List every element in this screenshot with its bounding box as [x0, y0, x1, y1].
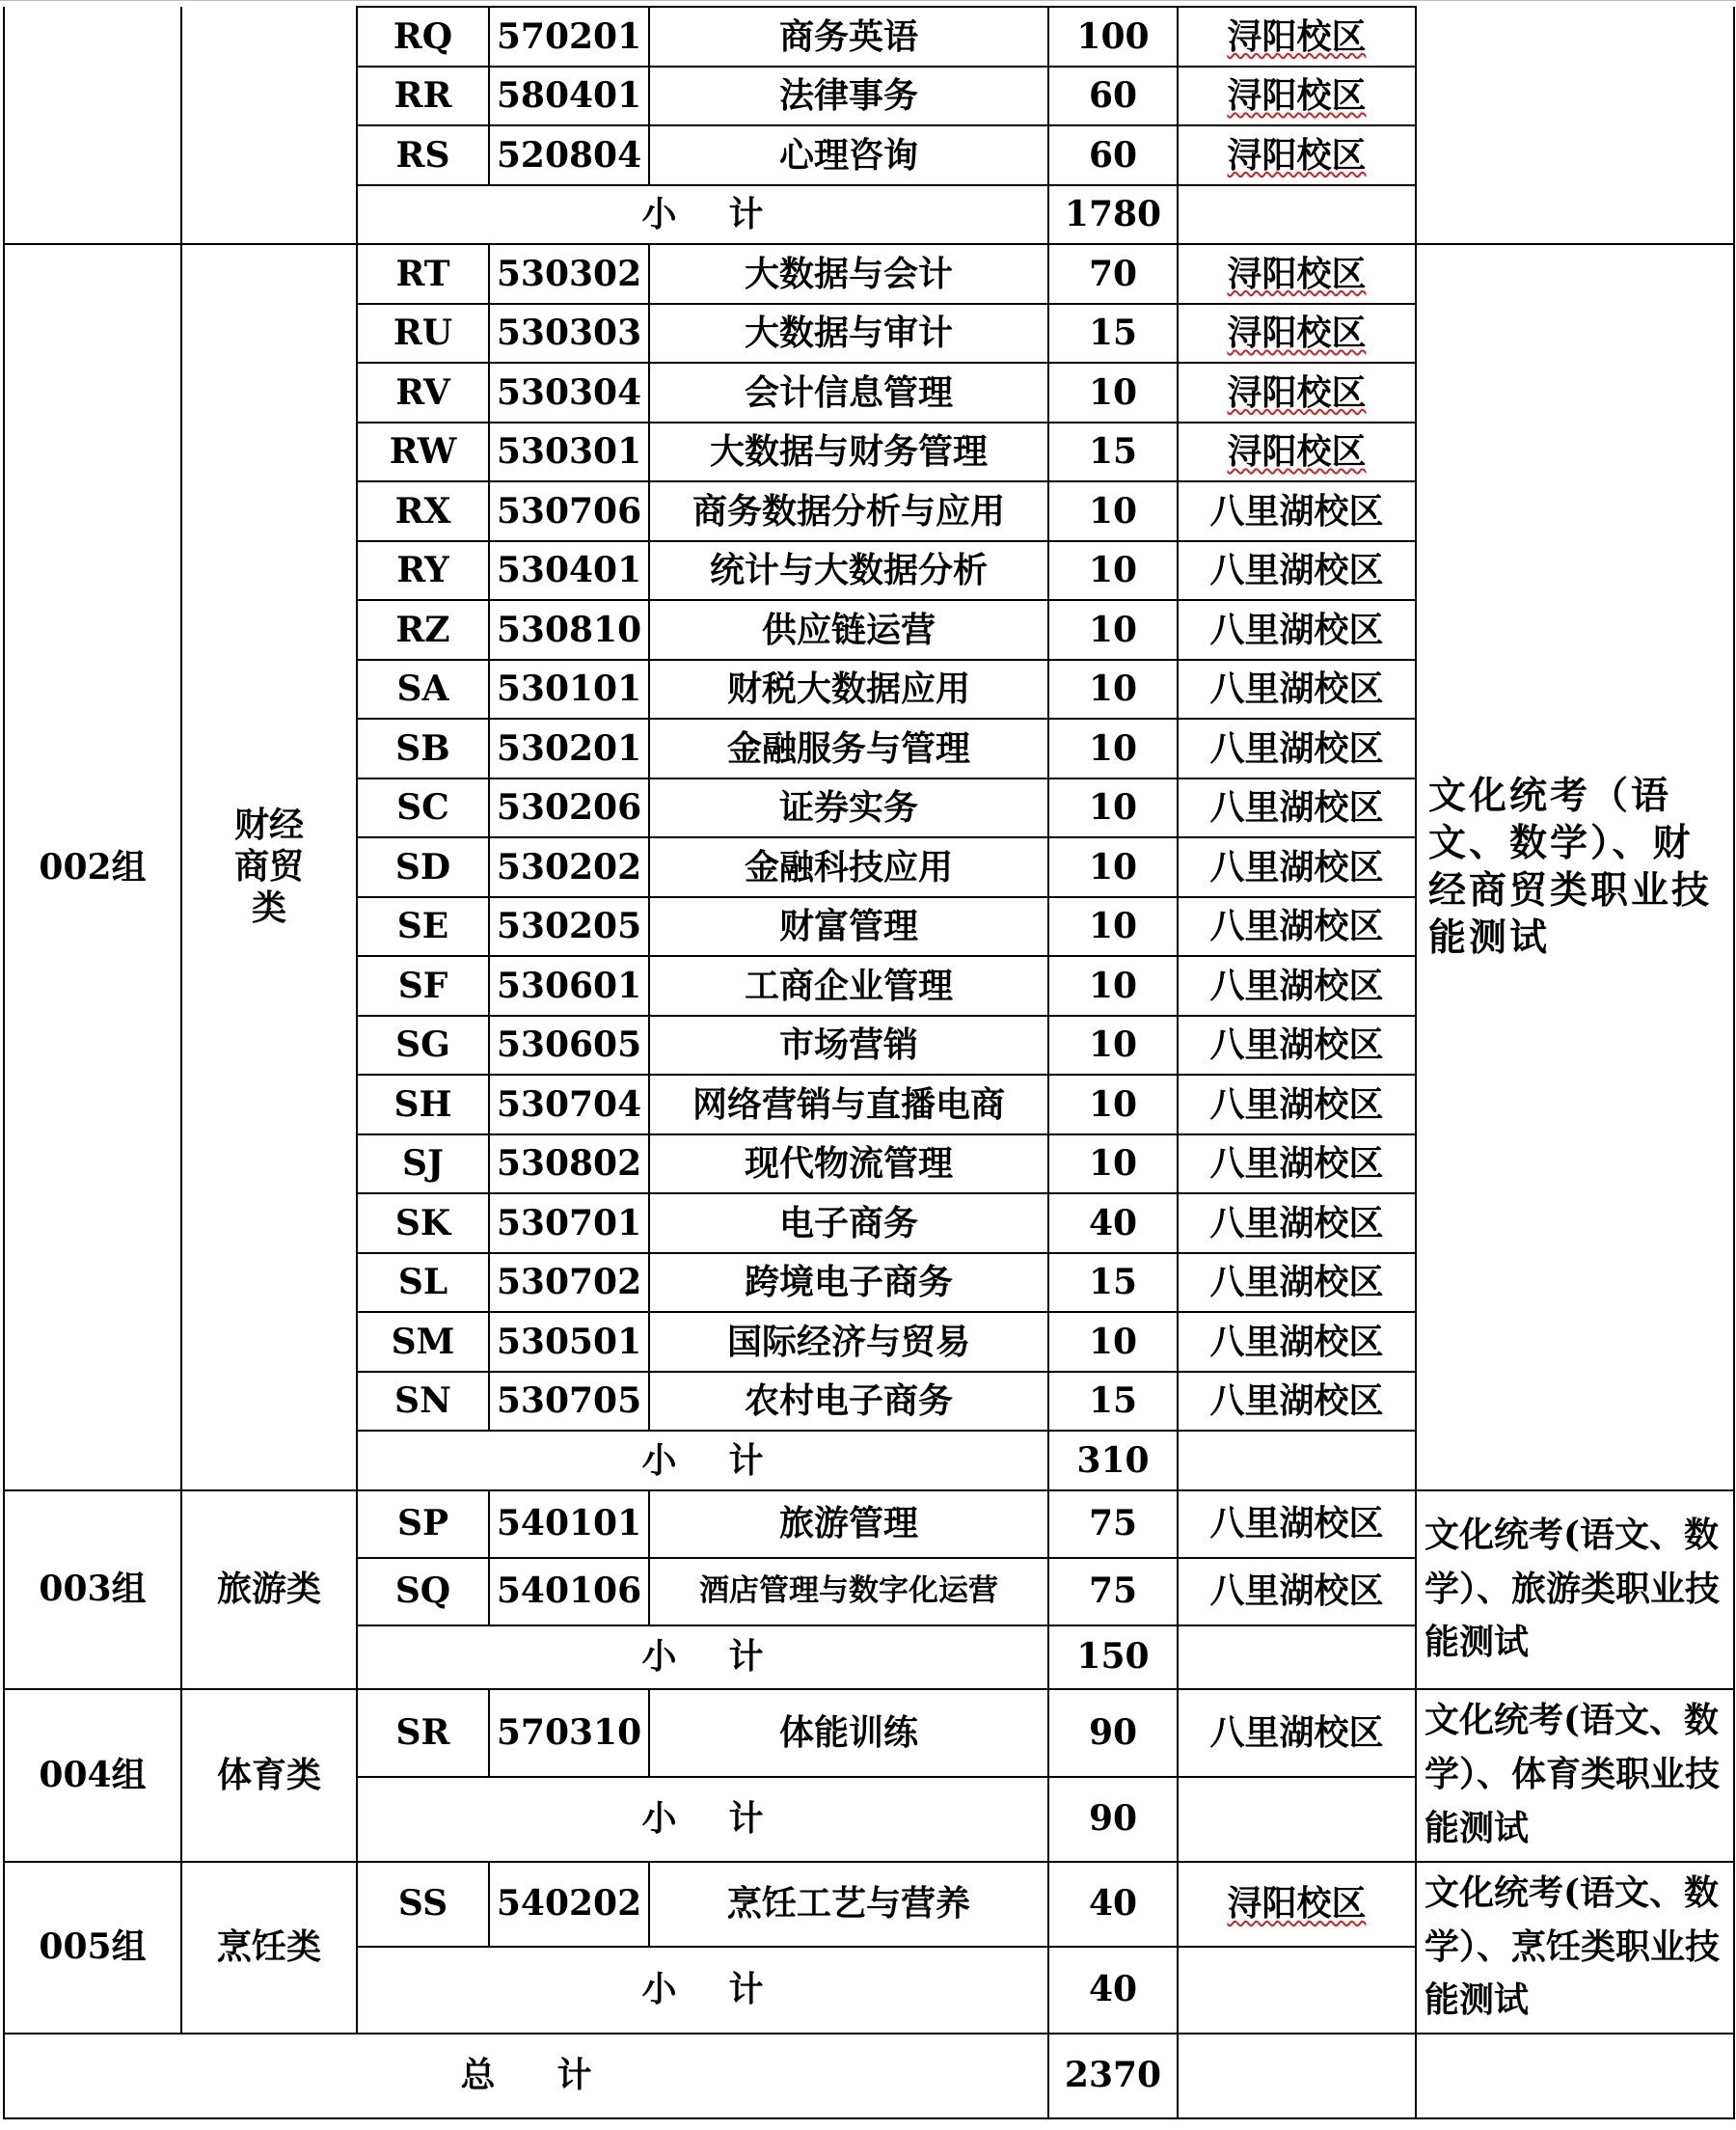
campus-cell — [1178, 481, 1416, 541]
quota-cell: 15 — [1048, 304, 1178, 364]
subtotal-label-text: 小计 — [641, 1439, 816, 1481]
enroll-code-cell: RZ — [357, 600, 489, 660]
category-cell: 烹饪类 — [181, 1862, 357, 2034]
campus-cell — [1178, 1253, 1416, 1313]
subtotal-value: 90 — [1048, 1777, 1178, 1862]
major-name-cell: 财税大数据应用 — [649, 660, 1048, 720]
major-name-cell: 法律事务 — [649, 67, 1048, 126]
enroll-code-cell: SC — [357, 778, 489, 838]
quota-cell: 60 — [1048, 67, 1178, 126]
campus-cell — [1178, 7, 1416, 67]
campus-text: 浔阳校区 — [1227, 75, 1367, 117]
major-name-cell: 市场营销 — [649, 1016, 1048, 1076]
campus-cell — [1178, 363, 1416, 423]
quota-cell: 40 — [1048, 1862, 1178, 1947]
campus-cell — [1178, 1312, 1416, 1372]
quota-cell: 90 — [1048, 1689, 1178, 1777]
enroll-code-cell: SS — [357, 1862, 489, 1947]
subtotal-label-text: 小计 — [641, 194, 816, 235]
subtotal-label — [357, 1625, 1048, 1689]
quota-cell: 10 — [1048, 837, 1178, 897]
campus-text: 八里湖校区 — [1209, 1083, 1384, 1125]
subtotal-blank — [1178, 185, 1416, 245]
major-name-cell: 证券实务 — [649, 778, 1048, 838]
exam-requirement-cell: 文化统考(语文、数学）、烹饪类职业技能测试 — [1416, 1862, 1734, 2034]
campus-cell — [1178, 719, 1416, 778]
campus-text: 浔阳校区 — [1227, 431, 1367, 473]
campus-cell — [1178, 660, 1416, 720]
campus-text: 浔阳校区 — [1227, 15, 1367, 57]
quota-cell: 10 — [1048, 778, 1178, 838]
major-code-cell: 520804 — [489, 125, 649, 185]
enroll-code-cell: RV — [357, 363, 489, 423]
major-name-cell: 烹饪工艺与营养 — [649, 1862, 1048, 1947]
major-code-cell: 530303 — [489, 304, 649, 364]
quota-cell: 40 — [1048, 1193, 1178, 1253]
subtotal-label — [357, 185, 1048, 245]
enroll-code-cell: SL — [357, 1253, 489, 1313]
major-name-cell: 财富管理 — [649, 897, 1048, 957]
enroll-code-cell: RW — [357, 423, 489, 482]
enroll-code-cell: SG — [357, 1016, 489, 1076]
major-name-cell: 网络营销与直播电商 — [649, 1075, 1048, 1134]
campus-cell — [1178, 837, 1416, 897]
enroll-code-cell: SH — [357, 1075, 489, 1134]
exam-requirement-cell: 文化统考(语文、数学）、旅游类职业技能测试 — [1416, 1490, 1734, 1689]
major-code-cell: 530101 — [489, 660, 649, 720]
exam-cell-continued — [1416, 7, 1734, 244]
enroll-code-cell: SP — [357, 1490, 489, 1558]
subtotal-label — [357, 1947, 1048, 2034]
major-code-cell: 530304 — [489, 363, 649, 423]
subtotal-blank — [1178, 1947, 1416, 2034]
campus-cell — [1178, 956, 1416, 1016]
campus-text: 八里湖校区 — [1209, 1380, 1384, 1422]
campus-cell — [1178, 1490, 1416, 1558]
enroll-code-cell: SJ — [357, 1134, 489, 1194]
major-name-cell: 金融科技应用 — [649, 837, 1048, 897]
major-code-cell: 530501 — [489, 1312, 649, 1372]
campus-text: 八里湖校区 — [1209, 1143, 1384, 1185]
group-cell-continued — [4, 7, 181, 244]
campus-cell — [1178, 600, 1416, 660]
major-name-cell: 大数据与审计 — [649, 304, 1048, 364]
enroll-code-cell: SE — [357, 897, 489, 957]
major-code-cell: 530704 — [489, 1075, 649, 1134]
campus-cell — [1178, 1016, 1416, 1076]
total-value: 2370 — [1048, 2034, 1178, 2118]
major-name-cell: 大数据与财务管理 — [649, 423, 1048, 482]
major-name-cell: 国际经济与贸易 — [649, 1312, 1048, 1372]
campus-cell — [1178, 897, 1416, 957]
major-code-cell: 530202 — [489, 837, 649, 897]
major-name-cell: 现代物流管理 — [649, 1134, 1048, 1194]
subtotal-label — [357, 1431, 1048, 1490]
subtotal-label-text: 小计 — [641, 1636, 816, 1678]
enroll-code-cell: RU — [357, 304, 489, 364]
enroll-code-cell: RR — [357, 67, 489, 126]
campus-text: 八里湖校区 — [1209, 1503, 1384, 1544]
major-code-cell: 530702 — [489, 1253, 649, 1313]
major-name-cell: 商务数据分析与应用 — [649, 481, 1048, 541]
major-code-cell: 530605 — [489, 1016, 649, 1076]
major-code-cell: 530601 — [489, 956, 649, 1016]
enroll-code-cell: RS — [357, 125, 489, 185]
campus-cell — [1178, 1862, 1416, 1947]
campus-text: 八里湖校区 — [1209, 1570, 1384, 1612]
campus-cell — [1178, 304, 1416, 364]
campus-text: 浔阳校区 — [1227, 371, 1367, 413]
subtotal-blank — [1178, 1431, 1416, 1490]
major-code-cell: 530301 — [489, 423, 649, 482]
major-name-cell: 心理咨询 — [649, 125, 1048, 185]
major-name-cell: 酒店管理与数字化运营 — [649, 1558, 1048, 1625]
campus-text: 八里湖校区 — [1209, 1262, 1384, 1303]
major-code-cell: 530706 — [489, 481, 649, 541]
quota-cell: 10 — [1048, 1312, 1178, 1372]
category-cell-continued — [181, 7, 357, 244]
major-code-cell: 530205 — [489, 897, 649, 957]
exam-requirement-cell: 文化统考（语文、数学）、财经商贸类职业技能测试 — [1416, 244, 1734, 1490]
major-code-cell: 530401 — [489, 541, 649, 601]
group-number-cell: 003组 — [4, 1490, 181, 1689]
quota-cell: 100 — [1048, 7, 1178, 67]
quota-cell: 75 — [1048, 1490, 1178, 1558]
campus-text: 浔阳校区 — [1227, 313, 1367, 354]
campus-text: 八里湖校区 — [1209, 1202, 1384, 1243]
enroll-code-cell: SB — [357, 719, 489, 778]
enroll-code-cell: RX — [357, 481, 489, 541]
campus-cell — [1178, 1075, 1416, 1134]
major-name-cell: 电子商务 — [649, 1193, 1048, 1253]
campus-cell — [1178, 541, 1416, 601]
campus-text: 浔阳校区 — [1227, 1883, 1367, 1925]
campus-text: 八里湖校区 — [1209, 669, 1384, 710]
major-name-cell: 体能训练 — [649, 1689, 1048, 1777]
quota-cell: 15 — [1048, 423, 1178, 482]
quota-cell: 10 — [1048, 660, 1178, 720]
subtotal-blank — [1178, 1625, 1416, 1689]
total-blank-campus — [1178, 2034, 1416, 2118]
quota-cell: 10 — [1048, 719, 1178, 778]
quota-cell: 10 — [1048, 897, 1178, 957]
major-name-cell: 农村电子商务 — [649, 1372, 1048, 1432]
major-name-cell: 跨境电子商务 — [649, 1253, 1048, 1313]
exam-requirement-cell: 文化统考(语文、数学）、体育类职业技能测试 — [1416, 1689, 1734, 1862]
major-code-cell: 530302 — [489, 244, 649, 304]
campus-text: 八里湖校区 — [1209, 787, 1384, 829]
enroll-code-cell: SM — [357, 1312, 489, 1372]
campus-text: 八里湖校区 — [1209, 609, 1384, 650]
quota-cell: 15 — [1048, 1372, 1178, 1432]
quota-cell: 10 — [1048, 1075, 1178, 1134]
table-row — [4, 244, 1734, 304]
campus-text: 八里湖校区 — [1209, 727, 1384, 769]
quota-cell: 10 — [1048, 600, 1178, 660]
group-number-cell: 004组 — [4, 1689, 181, 1862]
table-row — [4, 1490, 1734, 1558]
quota-cell: 15 — [1048, 1253, 1178, 1313]
campus-text: 八里湖校区 — [1209, 550, 1384, 591]
campus-cell — [1178, 1558, 1416, 1625]
quota-cell: 75 — [1048, 1558, 1178, 1625]
admissions-plan-document — [3, 6, 1735, 2119]
campus-cell — [1178, 423, 1416, 482]
total-label — [4, 2034, 1048, 2118]
quota-cell: 10 — [1048, 1134, 1178, 1194]
group-number-cell: 005组 — [4, 1862, 181, 2034]
major-code-cell: 530701 — [489, 1193, 649, 1253]
major-name-cell: 统计与大数据分析 — [649, 541, 1048, 601]
enroll-code-cell: SK — [357, 1193, 489, 1253]
campus-text: 八里湖校区 — [1209, 1024, 1384, 1066]
major-code-cell: 530802 — [489, 1134, 649, 1194]
enroll-code-cell: SF — [357, 956, 489, 1016]
category-cell: 财经商贸类 — [181, 244, 357, 1490]
major-code-cell: 530810 — [489, 600, 649, 660]
campus-cell — [1178, 1134, 1416, 1194]
campus-text: 八里湖校区 — [1209, 846, 1384, 888]
enroll-code-cell: RY — [357, 541, 489, 601]
admissions-plan-table — [3, 6, 1735, 2119]
campus-text: 八里湖校区 — [1209, 1711, 1384, 1753]
group-number-cell: 002组 — [4, 244, 181, 1490]
subtotal-label-text: 小计 — [641, 1969, 816, 2010]
total-blank-exam — [1416, 2034, 1734, 2118]
major-code-cell: 580401 — [489, 67, 649, 126]
major-code-cell: 530206 — [489, 778, 649, 838]
table-row — [4, 1689, 1734, 1777]
enroll-code-cell: SQ — [357, 1558, 489, 1625]
major-name-cell: 大数据与会计 — [649, 244, 1048, 304]
major-name-cell: 供应链运营 — [649, 600, 1048, 660]
campus-cell — [1178, 778, 1416, 838]
major-code-cell: 570201 — [489, 7, 649, 67]
subtotal-value: 1780 — [1048, 185, 1178, 245]
enroll-code-cell: RT — [357, 244, 489, 304]
campus-cell — [1178, 1372, 1416, 1432]
subtotal-blank — [1178, 1777, 1416, 1862]
major-name-cell: 旅游管理 — [649, 1490, 1048, 1558]
major-name-cell: 商务英语 — [649, 7, 1048, 67]
table-row — [4, 7, 1734, 67]
campus-cell — [1178, 67, 1416, 126]
subtotal-value: 310 — [1048, 1431, 1178, 1490]
quota-cell: 10 — [1048, 481, 1178, 541]
category-cell: 旅游类 — [181, 1490, 357, 1689]
quota-cell: 10 — [1048, 956, 1178, 1016]
major-name-cell: 金融服务与管理 — [649, 719, 1048, 778]
campus-text: 浔阳校区 — [1227, 253, 1367, 294]
subtotal-value: 40 — [1048, 1947, 1178, 2034]
campus-text: 八里湖校区 — [1209, 490, 1384, 532]
campus-cell — [1178, 1193, 1416, 1253]
campus-cell — [1178, 244, 1416, 304]
enroll-code-cell: SA — [357, 660, 489, 720]
campus-text: 浔阳校区 — [1227, 134, 1367, 176]
category-cell: 体育类 — [181, 1689, 357, 1862]
enroll-code-cell: SR — [357, 1689, 489, 1777]
campus-cell — [1178, 125, 1416, 185]
campus-text: 八里湖校区 — [1209, 1321, 1384, 1362]
campus-text: 八里湖校区 — [1209, 965, 1384, 1006]
major-code-cell: 540106 — [489, 1558, 649, 1625]
subtotal-label — [357, 1777, 1048, 1862]
major-code-cell: 540202 — [489, 1862, 649, 1947]
quota-cell: 10 — [1048, 1016, 1178, 1076]
subtotal-value: 150 — [1048, 1625, 1178, 1689]
total-label-text: 总计 — [460, 2055, 654, 2096]
quota-cell: 60 — [1048, 125, 1178, 185]
major-code-cell: 530201 — [489, 719, 649, 778]
quota-cell: 10 — [1048, 541, 1178, 601]
major-name-cell: 工商企业管理 — [649, 956, 1048, 1016]
enroll-code-cell: SN — [357, 1372, 489, 1432]
major-code-cell: 530705 — [489, 1372, 649, 1432]
major-code-cell: 570310 — [489, 1689, 649, 1777]
campus-text: 八里湖校区 — [1209, 906, 1384, 947]
major-name-cell: 会计信息管理 — [649, 363, 1048, 423]
major-code-cell: 540101 — [489, 1490, 649, 1558]
subtotal-label-text: 小计 — [641, 1798, 816, 1840]
table-row — [4, 1862, 1734, 1947]
campus-cell — [1178, 1689, 1416, 1777]
enroll-code-cell: SD — [357, 837, 489, 897]
quota-cell: 70 — [1048, 244, 1178, 304]
quota-cell: 10 — [1048, 363, 1178, 423]
enroll-code-cell: RQ — [357, 7, 489, 67]
total-row — [4, 2034, 1734, 2118]
